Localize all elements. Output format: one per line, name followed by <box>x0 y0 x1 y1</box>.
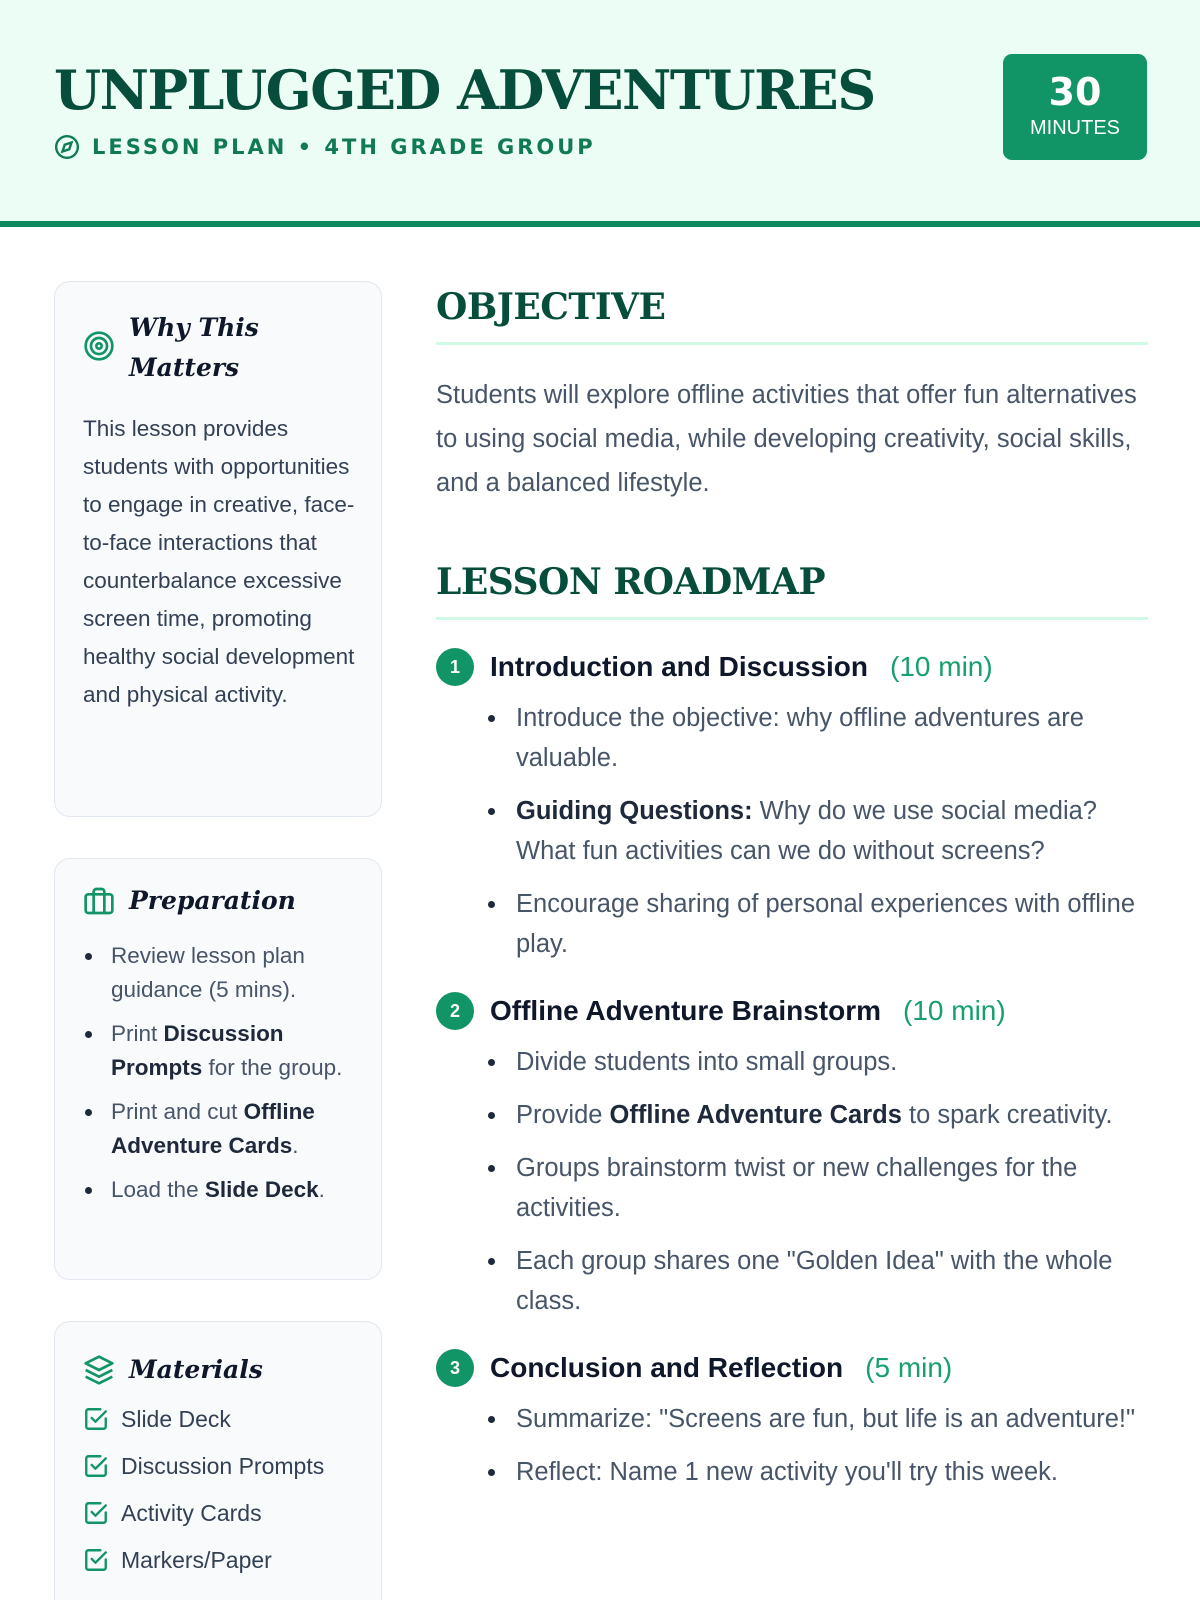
page-title: UNPLUGGED ADVENTURES <box>54 58 875 122</box>
step-list <box>436 1399 1148 1492</box>
list-item: Divide students into small groups. <box>516 1042 1148 1082</box>
preparation-card <box>54 858 382 1280</box>
checkbox-checked-icon <box>83 1500 109 1526</box>
step-list <box>436 1042 1148 1321</box>
step-number: 3 <box>436 1349 474 1387</box>
target-icon <box>83 330 115 362</box>
list-item: Discussion Prompts <box>83 1451 357 1481</box>
duration-value: 30 <box>1048 70 1102 114</box>
list-item: Summarize: "Screens are fun, but life is an adventure!" <box>516 1399 1148 1439</box>
list-item: Print Discussion Prompts for the group. <box>83 1017 357 1084</box>
roadmap-heading: LESSON ROADMAP <box>436 557 1148 620</box>
list-item: Load the Slide Deck. <box>83 1173 357 1207</box>
materials-title: Materials <box>129 1355 263 1384</box>
main-content <box>436 282 1148 1505</box>
list-item: Print and cut Offline Adventure Cards. <box>83 1095 357 1162</box>
list-item: Markers/Paper <box>83 1545 357 1575</box>
step-number: 2 <box>436 992 474 1030</box>
briefcase-icon <box>83 885 115 917</box>
step-duration: (5 min) <box>865 1352 953 1383</box>
list-item: Slide Deck <box>83 1404 357 1434</box>
roadmap-step <box>436 1349 1148 1492</box>
layers-icon <box>83 1354 115 1386</box>
duration-unit: MINUTES <box>1030 117 1120 139</box>
step-list <box>436 698 1148 964</box>
objective-text: Students will explore offline activities that offer fun alternatives to using social media, while developing creativity, social skills, and a balanced lifestyle. <box>436 381 1137 497</box>
materials-card <box>54 1321 382 1600</box>
list-item: Provide Offline Adventure Cards to spark creativity. <box>516 1095 1148 1135</box>
checkbox-checked-icon <box>83 1406 109 1432</box>
why-body: This lesson provides students with opportunities to engage in creative, face-to-face interactions that counterbalance excessive screen time, promoting healthy social development and physical activity. <box>83 416 355 707</box>
list-item: Groups brainstorm twist or new challenges for the activities. <box>516 1148 1148 1228</box>
checkbox-checked-icon <box>83 1453 109 1479</box>
list-item: Review lesson plan guidance (5 mins). <box>83 939 357 1006</box>
why-card <box>54 281 382 817</box>
lesson-subtitle <box>54 134 596 160</box>
subtitle-text: LESSON PLAN • 4TH GRADE GROUP <box>92 135 596 159</box>
compass-icon <box>54 134 80 160</box>
list-item: Activity Cards <box>83 1498 357 1528</box>
list-item: Guiding Questions: Why do we use social media? What fun activities can we do without screens? <box>516 791 1148 871</box>
preparation-title: Preparation <box>129 886 296 915</box>
materials-list <box>83 1404 357 1575</box>
step-number: 1 <box>436 648 474 686</box>
list-item: Each group shares one "Golden Idea" with the whole class. <box>516 1241 1148 1321</box>
list-item: Introduce the objective: why offline adventures are valuable. <box>516 698 1148 778</box>
why-title: Why This Matters <box>129 313 259 382</box>
objective-heading: OBJECTIVE <box>436 282 1148 345</box>
list-item: Encourage sharing of personal experiences with offline play. <box>516 884 1148 964</box>
roadmap-step <box>436 992 1148 1321</box>
roadmap-step <box>436 648 1148 964</box>
step-title: Introduction and Discussion <box>490 651 869 682</box>
checkbox-checked-icon <box>83 1547 109 1573</box>
page-header <box>0 0 1200 227</box>
step-duration: (10 min) <box>903 995 1006 1026</box>
step-title: Conclusion and Reflection <box>490 1352 844 1383</box>
step-duration: (10 min) <box>890 651 993 682</box>
step-title: Offline Adventure Brainstorm <box>490 995 882 1026</box>
duration-badge <box>1003 54 1147 160</box>
preparation-list <box>83 939 357 1207</box>
list-item: Reflect: Name 1 new activity you'll try this week. <box>516 1452 1148 1492</box>
